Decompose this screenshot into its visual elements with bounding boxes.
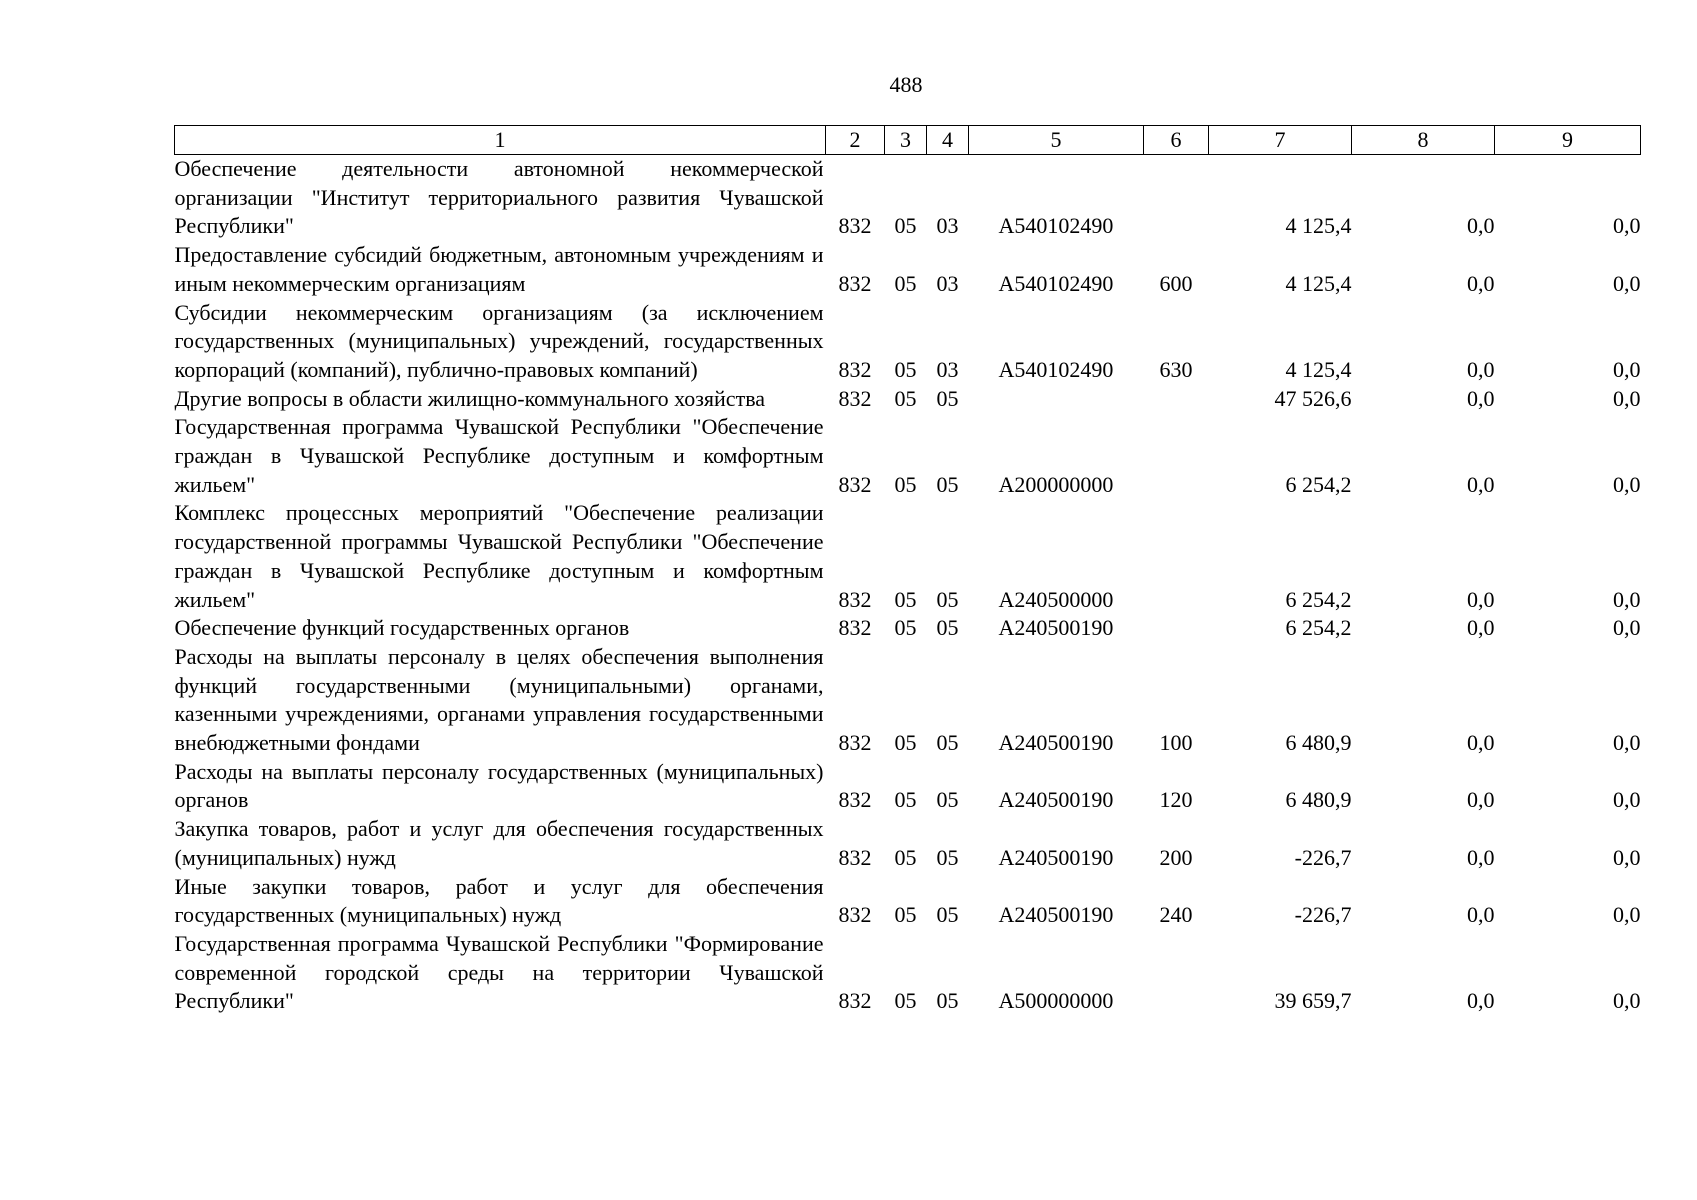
table-row [175,643,1641,758]
subsection-code: 03 [936,213,959,239]
subsection-code: 05 [936,902,959,928]
table-row [175,241,1641,298]
ved-code: 832 [838,844,872,870]
ved-code: 832 [838,787,872,813]
ved-code: 832 [838,385,872,411]
section-code: 05 [894,902,917,928]
row-name: Расходы на выплаты персоналу в целях обеспечения выполнения функций государственными (муниципальными) органами, казенными учреждениями, органами управления государственными внебюджетными фондами [174,643,824,756]
budget-table [174,125,1641,1016]
ved-code: 832 [838,988,872,1014]
target-article-code [969,385,1144,414]
amount-col8: 0,0 [1467,270,1495,296]
ved-code: 832 [838,730,872,756]
section-code: 05 [894,615,917,641]
column-header: 5 [969,126,1144,155]
ved-code: 832 [838,615,872,641]
amount-col7: 6 480,9 [1285,787,1352,813]
amount-col8: 0,0 [1467,213,1495,239]
expense-type-code: 100 [1159,730,1193,756]
amount-col7: 4 125,4 [1285,270,1352,296]
amount-col9: 0,0 [1613,270,1641,296]
amount-col7: 6 254,2 [1285,586,1352,612]
amount-col8: 0,0 [1467,356,1495,382]
subsection-code: 05 [936,988,959,1014]
amount-col7: 39 659,7 [1274,988,1352,1014]
subsection-code: 05 [936,586,959,612]
expense-type-code [1144,155,1209,242]
amount-col7: 6 480,9 [1285,730,1352,756]
amount-col7: 47 526,6 [1274,385,1352,411]
expense-type-code: 120 [1159,787,1193,813]
column-header: 8 [1352,126,1495,155]
amount-col8: 0,0 [1467,615,1495,641]
expense-type-code [1144,413,1209,499]
subsection-code: 03 [936,356,959,382]
table-body [175,155,1641,1017]
amount-col9: 0,0 [1613,787,1641,813]
ved-code: 832 [838,471,872,497]
target-article-code: А240500190 [998,730,1114,756]
table-row [175,930,1641,1016]
column-header: 3 [885,126,927,155]
amount-col9: 0,0 [1613,988,1641,1014]
expense-type-code [1144,614,1209,643]
subsection-code: 05 [936,844,959,870]
table-row [175,499,1641,614]
row-name: Расходы на выплаты персоналу государственных (муниципальных) органов [174,758,824,813]
column-header: 2 [826,126,885,155]
target-article-code: А540102490 [998,270,1114,296]
table-row [175,873,1641,930]
section-code: 05 [894,356,917,382]
table-row [175,385,1641,414]
ved-code: 832 [838,356,872,382]
row-name: Комплекс процессных мероприятий "Обеспечение реализации государственной программы Чувашской Республики "Обеспечение граждан в Чувашской Республике доступным и комфортным жильем" [174,500,824,612]
amount-col8: 0,0 [1467,730,1495,756]
row-name: Иные закупки товаров, работ и услуг для обеспечения государственных (муниципальных) нужд [174,873,824,928]
section-code: 05 [894,385,917,411]
amount-col8: 0,0 [1467,471,1495,497]
expense-type-code [1144,499,1209,614]
expense-type-code: 240 [1159,902,1193,928]
amount-col8: 0,0 [1467,902,1495,928]
expense-type-code [1144,930,1209,1016]
table-row [175,815,1641,872]
amount-col9: 0,0 [1613,356,1641,382]
amount-col8: 0,0 [1467,988,1495,1014]
section-code: 05 [894,787,917,813]
expense-type-code [1144,385,1209,414]
amount-col9: 0,0 [1613,385,1641,411]
subsection-code: 03 [936,270,959,296]
target-article-code: А240500190 [998,902,1114,928]
target-article-code: А500000000 [998,988,1114,1014]
amount-col9: 0,0 [1613,730,1641,756]
amount-col7: 6 254,2 [1285,615,1352,641]
amount-col7: 6 254,2 [1285,471,1352,497]
subsection-code: 05 [936,471,959,497]
row-name: Обеспечение деятельности автономной некоммерческой организации "Институт территориального развития Чувашской Республики" [174,156,824,239]
section-code: 05 [894,213,917,239]
table-row [175,299,1641,385]
target-article-code: А240500190 [998,844,1114,870]
subsection-code: 05 [936,615,959,641]
table-row [175,758,1641,815]
amount-col8: 0,0 [1467,586,1495,612]
table-header-row [175,126,1641,155]
row-name: Предоставление субсидий бюджетным, автономным учреждениям и иным некоммерческим организациям [174,242,824,296]
ved-code: 832 [838,213,872,239]
amount-col7: 4 125,4 [1285,356,1352,382]
row-name: Обеспечение функций государственных органов [174,615,630,641]
column-header: 1 [175,126,826,155]
amount-col7: 4 125,4 [1285,213,1352,239]
subsection-code: 05 [936,787,959,813]
amount-col7: -226,7 [1294,844,1352,870]
expense-type-code: 600 [1159,270,1193,296]
target-article-code: А240500190 [998,615,1114,641]
section-code: 05 [894,844,917,870]
subsection-code: 05 [936,385,959,411]
amount-col8: 0,0 [1467,385,1495,411]
expense-type-code: 630 [1159,356,1193,382]
amount-col8: 0,0 [1467,844,1495,870]
row-name: Другие вопросы в области жилищно-коммунального хозяйства [174,385,766,411]
ved-code: 832 [838,586,872,612]
target-article-code: А200000000 [998,471,1114,497]
ved-code: 832 [838,902,872,928]
target-article-code: А540102490 [998,356,1114,382]
amount-col8: 0,0 [1467,787,1495,813]
section-code: 05 [894,988,917,1014]
target-article-code: А540102490 [998,213,1114,239]
target-article-code: А240500190 [998,787,1114,813]
page-number: 488 [889,72,923,97]
row-name: Закупка товаров, работ и услуг для обеспечения государственных (муниципальных) нужд [174,816,824,870]
amount-col9: 0,0 [1613,844,1641,870]
column-header: 4 [927,126,969,155]
target-article-code: А240500000 [998,586,1114,612]
column-header: 6 [1144,126,1209,155]
section-code: 05 [894,471,917,497]
table-row [175,155,1641,242]
column-header: 7 [1209,126,1352,155]
amount-col9: 0,0 [1613,902,1641,928]
column-header: 9 [1495,126,1641,155]
expense-type-code: 200 [1159,844,1193,870]
amount-col9: 0,0 [1613,213,1641,239]
amount-col9: 0,0 [1613,615,1641,641]
amount-col7: -226,7 [1294,902,1352,928]
row-name: Государственная программа Чувашской Республики "Обеспечение граждан в Чувашской Республике доступным и комфортным жильем" [174,414,824,497]
section-code: 05 [894,586,917,612]
amount-col9: 0,0 [1613,471,1641,497]
subsection-code: 05 [936,730,959,756]
row-name: Субсидии некоммерческим организациям (за исключением государственных (муниципальных) учреждений, государственных корпораций (компаний), публично-правовых компаний) [174,299,824,382]
table-row [175,413,1641,499]
section-code: 05 [894,730,917,756]
section-code: 05 [894,270,917,296]
table-row [175,614,1641,643]
ved-code: 832 [838,270,872,296]
amount-col9: 0,0 [1613,586,1641,612]
row-name: Государственная программа Чувашской Республики "Формирование современной городской среды на территории Чувашской Республики" [174,930,824,1014]
